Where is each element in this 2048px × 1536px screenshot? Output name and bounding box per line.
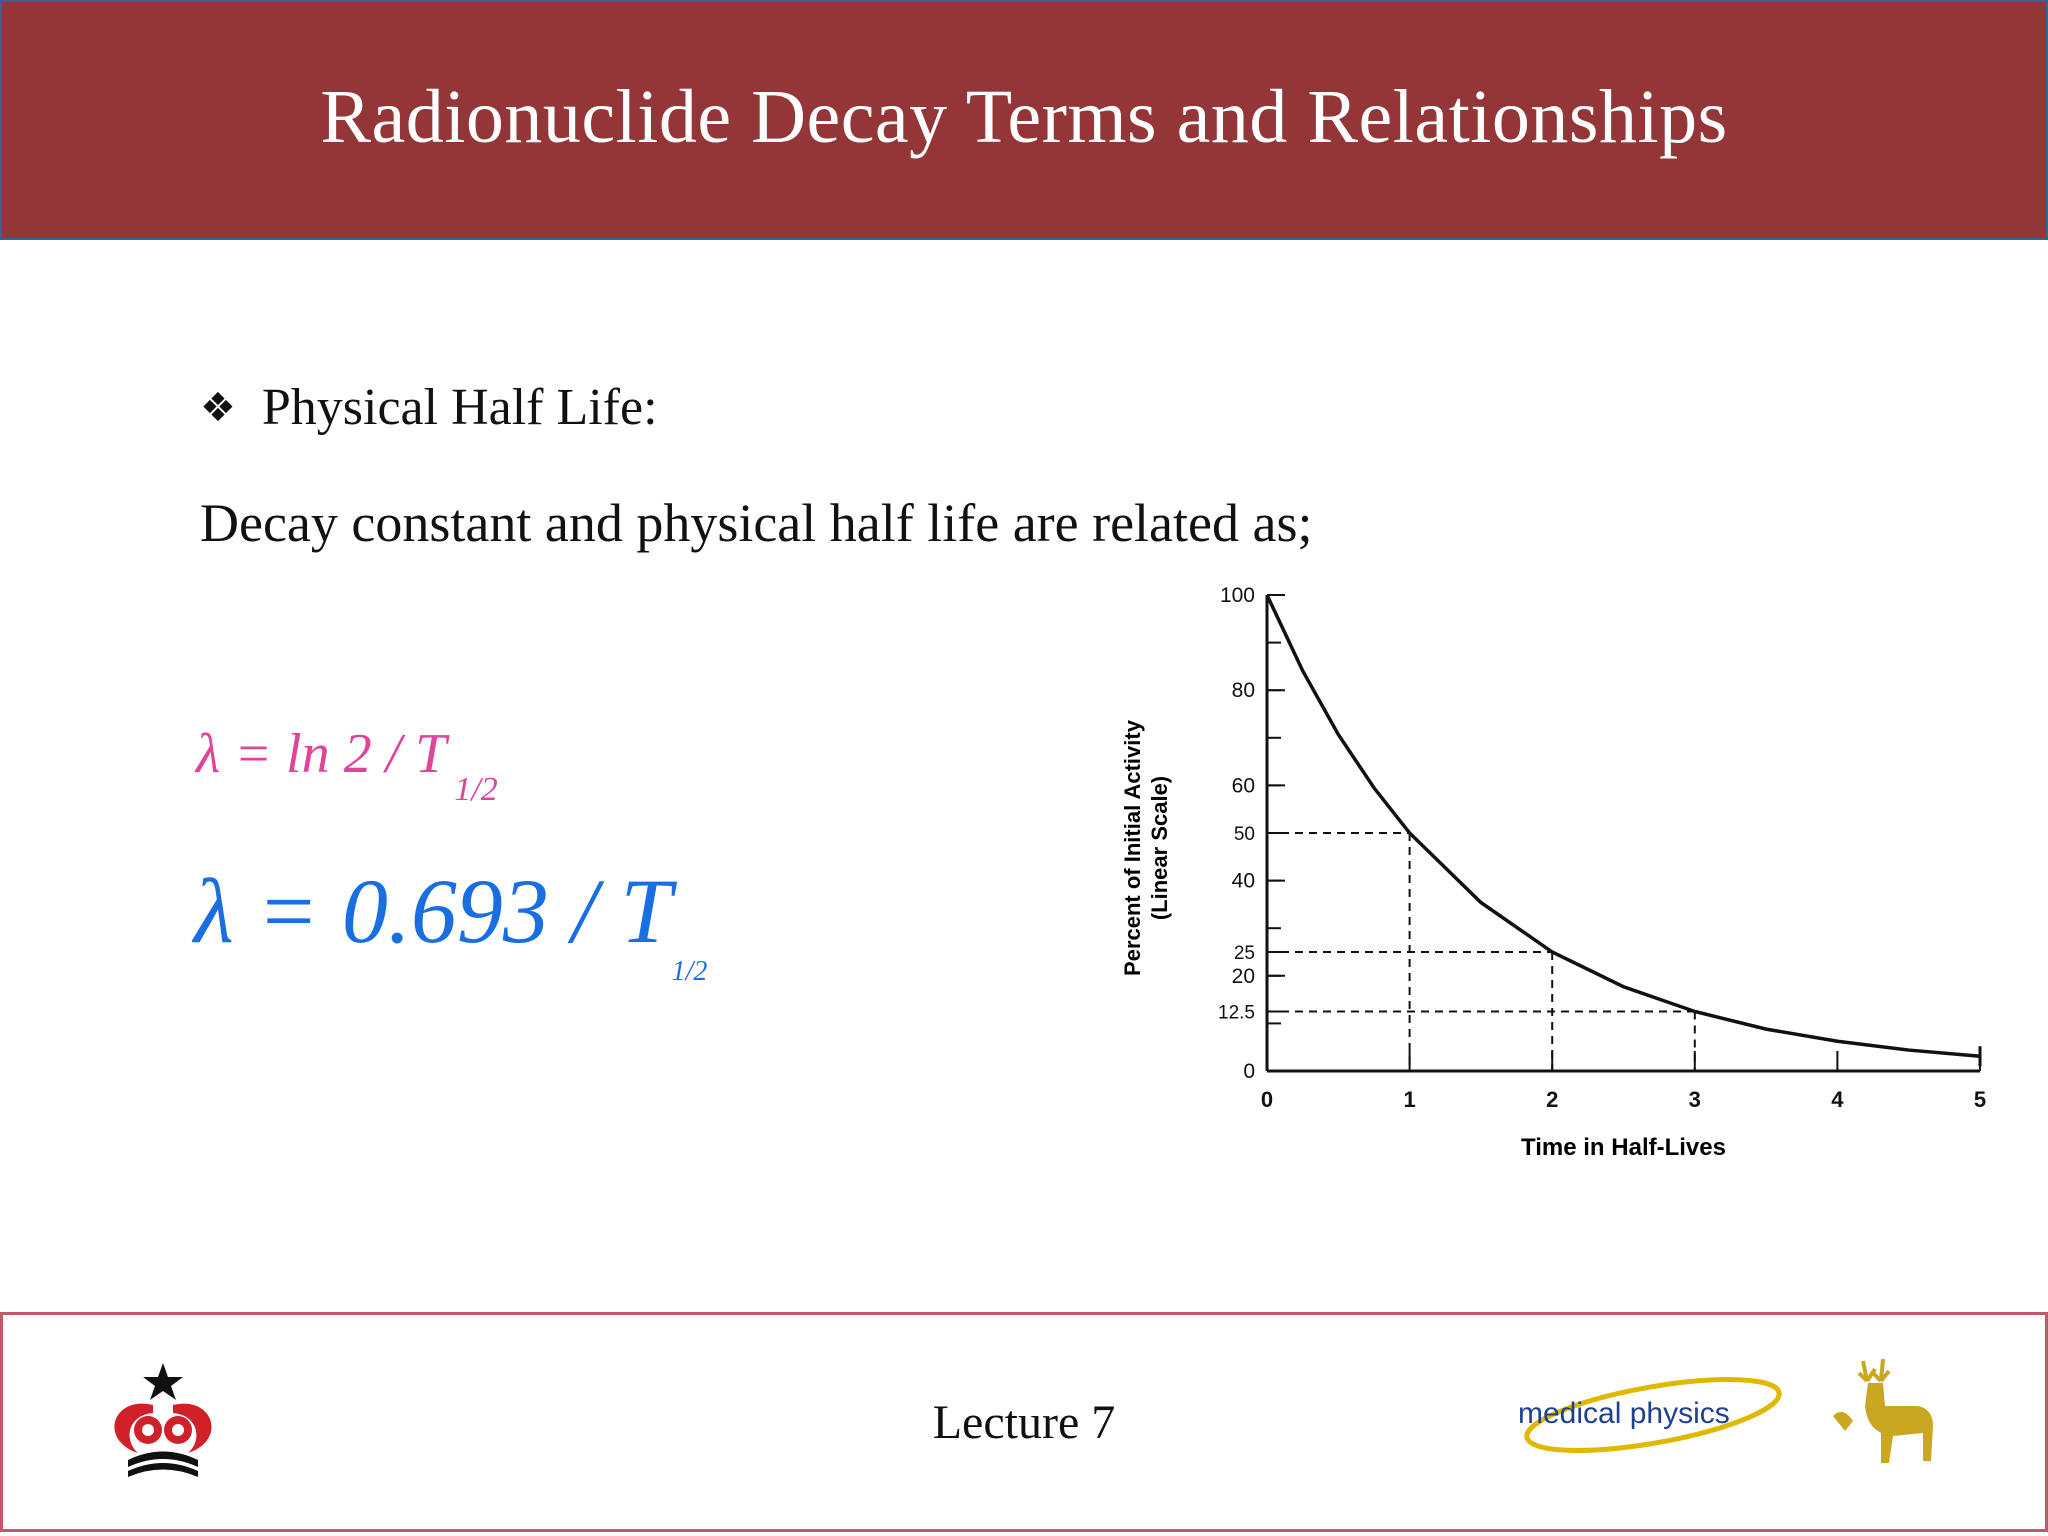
y-axis-label-line2: (Linear Scale) — [1147, 775, 1172, 921]
equation-ln2 — [196, 722, 498, 808]
decay-chart — [1110, 575, 2010, 1175]
medical-physics-logo — [1503, 1365, 1803, 1475]
title-bar — [0, 0, 2048, 240]
x-tick-label: 3 — [1688, 1087, 1701, 1112]
x-tick-label: 0 — [1260, 1087, 1274, 1112]
x-tick-label: 5 — [1973, 1087, 1987, 1112]
decay-curve — [1267, 595, 1980, 1056]
y-tick-label: 100 — [1219, 584, 1255, 607]
bullet-text: Physical Half Life: — [261, 379, 658, 436]
body-text: Decay constant and physical half life are related as; — [200, 493, 1313, 553]
equation-0693-subscript: 1/2 — [671, 956, 708, 987]
diamond-bullet-icon: ❖ — [200, 384, 236, 431]
y-tick-label: 12.5 — [1218, 1002, 1255, 1024]
y-tick-label: 50 — [1233, 824, 1255, 845]
y-tick-label: 25 — [1233, 943, 1255, 964]
x-axis-label: Time in Half-Lives — [1521, 1134, 1726, 1161]
equation-ln2-main: λ = ln 2 / T — [196, 723, 447, 785]
deer-crest-logo — [1823, 1351, 1953, 1491]
y-tick-label: 40 — [1231, 869, 1255, 893]
x-tick-label: 4 — [1831, 1087, 1844, 1112]
bullet-heading — [200, 378, 658, 437]
equation-0693 — [194, 858, 708, 987]
footer — [0, 1312, 2048, 1532]
lecture-label: Lecture 7 — [932, 1396, 1116, 1449]
equation-ln2-subscript: 1/2 — [454, 771, 498, 808]
x-tick-label: 1 — [1403, 1087, 1416, 1112]
equation-0693-main: λ = 0.693 / T — [194, 860, 672, 962]
x-tick-label: 2 — [1546, 1087, 1559, 1112]
y-tick-label: 20 — [1231, 964, 1255, 988]
slide-title: Radionuclide Decay Terms and Relationships — [320, 74, 1728, 159]
y-tick-label: 80 — [1231, 679, 1255, 703]
y-tick-label: 0 — [1243, 1060, 1255, 1083]
y-tick-label: 60 — [1231, 774, 1255, 798]
medical-physics-logo-text: medical physics — [1518, 1397, 1730, 1430]
y-axis-label-line1: Percent of Initial Activity — [1120, 720, 1145, 976]
y-axis-label — [1120, 719, 1172, 976]
